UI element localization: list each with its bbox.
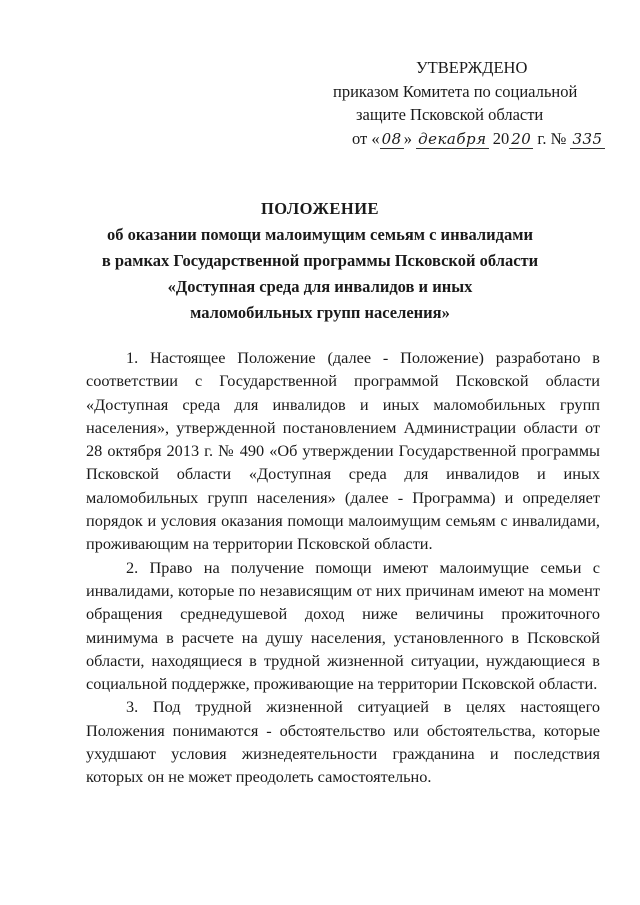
title-line-2: в рамках Государственной программы Псковской области bbox=[101, 251, 539, 270]
year-tail: г. № bbox=[533, 128, 567, 148]
approval-date-line bbox=[352, 127, 610, 151]
title-main: ПОЛОЖЕНИЕ bbox=[260, 199, 380, 218]
handwritten-year: 20 bbox=[511, 129, 532, 148]
title-line-4: маломобильных групп населения» bbox=[190, 303, 450, 322]
title-line-3: «Доступная среда для инвалидов и иных bbox=[167, 277, 473, 296]
paragraph-1: 1. Настоящее Положение (далее - Положение) разработано в соответствии с Государственной программой Псковской области «Доступная среда для инвалидов и иных маломобильных групп населения», утвержденной постановлением Администрации области от 28 октября 2013 г. № 490 «Об утверждении Государственной программы Псковской области «Доступная среда для инвалидов и иных маломобильных групп населения» (далее - Программа) и определяет порядок и условия оказания помощи малоимущим семьям с инвалидами, проживающим на территории Псковской области. bbox=[86, 348, 600, 554]
approval-heading: УТВЕРЖДЕНО bbox=[416, 58, 528, 77]
title-line-1: об оказании помощи малоимущим семьям с инвалидами bbox=[107, 225, 533, 244]
date-prefix: от « bbox=[352, 128, 380, 148]
paragraph-2: 2. Право на получение помощи имеют малоимущие семьи с инвалидами, которые по независящим от них причинам имеют на момент обращения среднедушевой доход ниже величины прожиточного минимума в расчете на душу населения, установленного в Псковской области, находящиеся в трудной жизненной ситуации, нуждающиеся в социальной поддержке, проживающие на территории Псковской области. bbox=[86, 557, 600, 694]
handwritten-month: декабря bbox=[418, 129, 487, 148]
paragraph-3: 3. Под трудной жизненной ситуацией в целях настоящего Положения понимаются - обстоятельство или обстоятельства, которые ухудшают условия жизнедеятельности гражданина и последствия которых он не может преодолеть самостоятельно. bbox=[86, 697, 600, 787]
year-prefix: 20 bbox=[492, 128, 510, 148]
date-mid: » bbox=[403, 128, 412, 148]
handwritten-number: 335 bbox=[572, 129, 603, 148]
document-title bbox=[60, 196, 580, 326]
handwritten-day: 08 bbox=[381, 129, 402, 148]
approval-block bbox=[330, 56, 610, 150]
approval-order-line-1: приказом Комитета по социальной bbox=[333, 81, 578, 101]
document-body bbox=[86, 346, 600, 789]
approval-order-line-2: защите Псковской области bbox=[356, 105, 544, 124]
